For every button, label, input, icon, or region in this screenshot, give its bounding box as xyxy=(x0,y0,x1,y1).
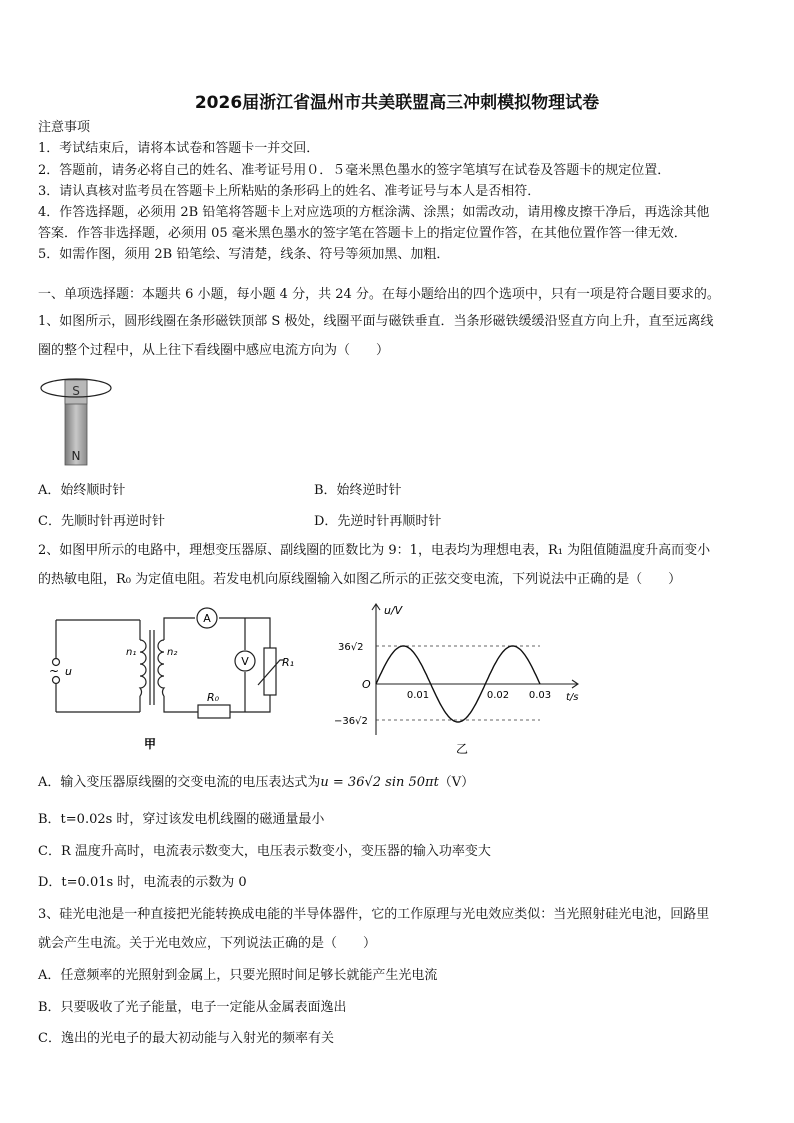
section-heading: 一、单项选择题：本题共 6 小题，每小题 4 分，共 24 分。在每小题给出的四个选项中，只有一项是符合题目要求的。 xyxy=(38,287,720,302)
xtick-001: 0.01 xyxy=(406,690,430,701)
notice-item: 3．请认真核对监考员在答题卡上所粘贴的条形码上的姓名、准考证号与本人是否相符． xyxy=(38,184,541,199)
y-axis-label: u/V xyxy=(384,604,403,617)
q1-stem-line1: 1、如图所示，圆形线圈在条形磁铁顶部 S 极处，线圈平面与磁铁垂直．当条形磁铁缓缓沿竖直方向上升，直至远离线 xyxy=(38,314,714,329)
q2-option-d: D．t=0.01s 时，电流表的示数为 0 xyxy=(38,875,247,890)
q2-stem-line2: 的热敏电阻，R₀ 为定值电阻。若发电机向原线圈输入如图乙所示的正弦交变电流，下列说法中正确的是（ ） xyxy=(38,572,682,587)
source-u-label: u xyxy=(65,665,72,678)
ytick-positive: 36√2 xyxy=(338,642,364,653)
notice-heading: 注意事项 xyxy=(38,120,91,135)
xtick-003: 0.03 xyxy=(528,690,552,701)
notice-item: 答案．作答非选择题，必须用 05 毫米黑色墨水的签字笔在答题卡上的指定位置作答，在其他位置作答一律无效． xyxy=(38,226,687,241)
q1-option-b: B．始终逆时针 xyxy=(314,483,402,498)
q1-stem-line2: 圈的整个过程中，从上往下看线圈中感应电流方向为（ ） xyxy=(38,343,390,358)
figure-caption-yi: 乙 xyxy=(455,742,469,756)
q1-option-c: C．先顺时针再逆时针 xyxy=(38,514,165,529)
q3-option-a: A．任意频率的光照射到金属上，只要光照时间足够长就能产生光电流 xyxy=(38,968,438,983)
page-title: 2026届浙江省温州市共美联盟高三冲刺模拟物理试卷 xyxy=(194,93,600,113)
notice-item: 2．答题前，请务必将自己的姓名、准考证号用０．５毫米黑色墨水的签字笔填写在试卷及答题卡的规定位置． xyxy=(38,163,671,178)
q2-option-a xyxy=(38,774,474,792)
notice-item: 1．考试结束后，请将本试卷和答题卡一并交回． xyxy=(38,141,320,156)
ytick-negative: −36√2 xyxy=(334,716,368,727)
q1-option-a: A．始终顺时针 xyxy=(38,483,126,498)
q2-option-a-formula: u = 36√2 sin 50πt xyxy=(320,775,439,790)
q2-option-b: B．t=0.02s 时，穿过该发电机线圈的磁通量最小 xyxy=(38,812,325,827)
origin-label: O xyxy=(362,678,371,691)
xtick-002: 0.02 xyxy=(486,690,510,701)
figure-caption-jia: 甲 xyxy=(143,737,157,751)
notice-item: 5．如需作图，须用 2B 铅笔绘、写清楚，线条、符号等须加黑、加粗． xyxy=(38,247,450,262)
voltmeter-label: V xyxy=(241,655,249,668)
q2-option-c: C．R 温度升高时，电流表示数变大，电压表示数变小，变压器的输入功率变大 xyxy=(38,844,491,859)
circuit-diagram xyxy=(40,600,300,755)
r0-label: R₀ xyxy=(207,691,220,704)
voltage-waveform-chart xyxy=(330,600,595,760)
ammeter-label: A xyxy=(203,612,211,625)
q2-option-a-text: A．输入变压器原线圈的交变电流的电压表达式为 xyxy=(38,775,321,790)
q3-option-c: C．逸出的光电子的最大初动能与入射光的频率有关 xyxy=(38,1031,334,1046)
q2-option-a-unit: （V） xyxy=(438,775,475,790)
q1-option-d: D．先逆时针再顺时针 xyxy=(314,514,442,529)
magnet-coil-figure xyxy=(38,375,118,470)
q3-stem-line2: 就会产生电流。关于光电效应，下列说法正确的是（ ） xyxy=(38,936,377,951)
n1-label: n₁ xyxy=(126,647,137,658)
r1-label: R₁ xyxy=(282,656,295,669)
ac-source-symbol: ~ xyxy=(49,664,60,678)
n2-label: n₂ xyxy=(167,647,178,658)
notice-item: 4．作答选择题，必须用 2B 铅笔将答题卡上对应选项的方框涂满、涂黑；如需改动，请用橡皮擦干净后，再选涂其他 xyxy=(38,205,710,220)
magnet-s-label: S xyxy=(72,384,80,398)
q3-stem-line1: 3、硅光电池是一种直接把光能转换成电能的半导体器件，它的工作原理与光电效应类似：当光照射硅光电池，回路里 xyxy=(38,907,710,922)
x-axis-label: t/s xyxy=(566,692,579,703)
q2-stem-line1: 2、如图甲所示的电路中，理想变压器原、副线圈的匝数比为 9：1，电表均为理想电表，R₁ 为阻值随温度升高而变小 xyxy=(38,543,711,558)
q3-option-b: B．只要吸收了光子能量，电子一定能从金属表面逸出 xyxy=(38,1000,347,1015)
magnet-n-label: N xyxy=(71,449,81,463)
